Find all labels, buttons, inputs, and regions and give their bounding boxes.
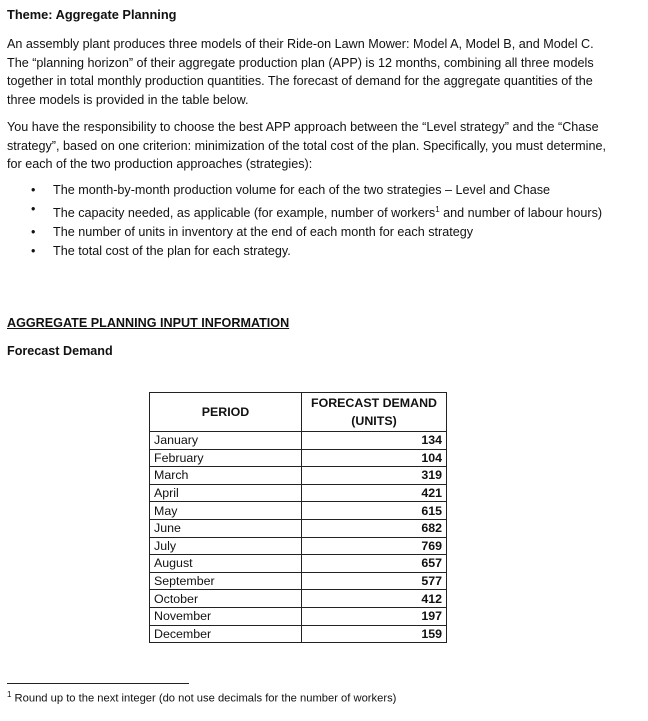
intro-paragraph: An assembly plant produces three models of their Ride-on Lawn Mower: Model A, Model B, and Model C. The “planning horizon” of their aggregate production plan (APP) is 12 months, combining all three models together in total monthly production quantities. The forecast of demand for the aggregate quantities of the three models is provided in the table below. — [7, 37, 594, 108]
table-row — [150, 555, 447, 573]
period-cell: June — [150, 519, 302, 537]
footnote-reference[interactable]: 1 — [435, 205, 440, 214]
period-cell: October — [150, 590, 302, 608]
section-heading: AGGREGATE PLANNING INPUT INFORMATION — [7, 316, 290, 330]
period-cell: September — [150, 572, 302, 590]
table-row — [150, 484, 447, 502]
table-header-row — [150, 393, 447, 432]
table-row — [150, 537, 447, 555]
demand-cell: 657 — [302, 555, 447, 573]
demand-cell: 104 — [302, 449, 447, 467]
table-row — [150, 572, 447, 590]
subheading: Forecast Demand — [7, 344, 113, 358]
forecast-demand-table — [149, 392, 447, 643]
list-item: • The month-by-month production volume for each of the two strategies – Level and Chase — [7, 181, 607, 200]
period-cell: April — [150, 484, 302, 502]
table-row — [150, 502, 447, 520]
demand-cell: 319 — [302, 467, 447, 485]
table-row — [150, 432, 447, 450]
period-cell: February — [150, 449, 302, 467]
table-row — [150, 449, 447, 467]
document-title: Theme: Aggregate Planning — [7, 7, 177, 22]
demand-cell: 412 — [302, 590, 447, 608]
demand-cell: 682 — [302, 519, 447, 537]
period-cell: January — [150, 432, 302, 450]
footnote: $^1$ Round up to the next integer (do not use decimals for the number of workers) — [7, 690, 397, 705]
period-cell: November — [150, 607, 302, 625]
period-cell: December — [150, 625, 302, 643]
column-header-demand: FORECAST DEMAND (UNITS) — [302, 393, 447, 432]
list-item: • The capacity needed, as applicable (for example, number of workers$^1$ and number of labour hours) — [31, 202, 603, 221]
bullet-icon: • — [31, 244, 36, 259]
bullet-icon: • — [31, 202, 36, 216]
table-row — [150, 590, 447, 608]
period-cell: March — [150, 467, 302, 485]
list-item: • The number of units in inventory at the end of each month for each strategy — [7, 223, 607, 242]
period-cell: July — [150, 537, 302, 555]
demand-cell: 197 — [302, 607, 447, 625]
footnote-separator — [7, 683, 189, 684]
demand-cell: 134 — [302, 432, 447, 450]
table-row — [150, 625, 447, 643]
list-item: • The total cost of the plan for each strategy. — [7, 242, 607, 261]
footnote-marker: 1 — [7, 690, 12, 699]
demand-cell: 769 — [302, 537, 447, 555]
bullet-icon: • — [31, 183, 36, 197]
period-cell: May — [150, 502, 302, 520]
requirements-list — [7, 181, 607, 261]
period-cell: August — [150, 555, 302, 573]
table-row — [150, 607, 447, 625]
demand-cell: 421 — [302, 484, 447, 502]
bullet-icon: • — [31, 225, 36, 240]
demand-cell: 577 — [302, 572, 447, 590]
table-row — [150, 467, 447, 485]
column-header-period: PERIOD — [150, 393, 302, 432]
task-paragraph: You have the responsibility to choose the best APP approach between the “Level strategy” and the “Chase strategy”, based on one criterion: minimization of the total cost of the plan. Specifically, you must determine, for each of the two production approaches (strategies): — [7, 120, 606, 172]
demand-cell: 159 — [302, 625, 447, 643]
demand-cell: 615 — [302, 502, 447, 520]
table-row — [150, 519, 447, 537]
